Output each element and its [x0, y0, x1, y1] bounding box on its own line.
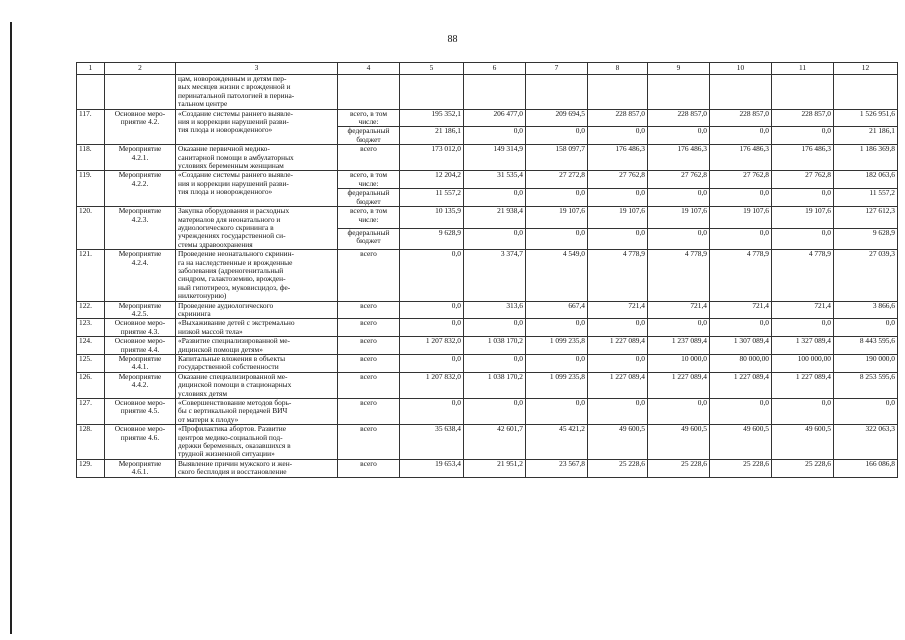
amount-cell: 25 228,6 — [710, 459, 772, 477]
amount-cell — [400, 75, 464, 110]
amount-cell: 721,4 — [772, 301, 834, 319]
amount-cell: 12 204,2 — [400, 171, 464, 189]
funding-source-cell: федеральный бюджет — [338, 127, 400, 145]
header-cell: 11 — [772, 63, 834, 75]
amount-cell — [648, 75, 710, 110]
amount-cell: 21 186,1 — [400, 127, 464, 145]
amount-cell: 49 600,5 — [588, 425, 648, 460]
amount-cell: 1 237 089,4 — [648, 337, 710, 355]
amount-cell: 4 549,0 — [526, 250, 588, 301]
event-name-cell: Мероприятие 4.4.2. — [105, 372, 176, 398]
table-row — [77, 145, 898, 171]
row-number-cell: 128. — [77, 425, 105, 460]
amount-cell: 0,0 — [400, 355, 464, 373]
amount-cell — [772, 75, 834, 110]
amount-cell: 8 443 595,6 — [834, 337, 898, 355]
amount-cell: 0,0 — [588, 228, 648, 250]
event-name-cell: Мероприятие 4.2.1. — [105, 145, 176, 171]
row-number-cell: 122. — [77, 301, 105, 319]
description-cell: Закупка оборудования и расходных материалов для неонатального и аудиологического скрининга в учреждениях государственной си- стемы здравоохранения — [176, 207, 338, 250]
event-name-cell: Мероприятие 4.2.4. — [105, 250, 176, 301]
amount-cell: 0,0 — [526, 127, 588, 145]
row-number-cell: 118. — [77, 145, 105, 171]
amount-cell: 0,0 — [648, 127, 710, 145]
amount-cell: 3 374,7 — [464, 250, 526, 301]
description-cell: Оказание первичной медико- санитарной помощи в амбулаторных условиях беременным женщинам — [176, 145, 338, 171]
amount-cell: 173 012,0 — [400, 145, 464, 171]
row-number-cell: 119. — [77, 171, 105, 207]
amount-cell: 3 866,6 — [834, 301, 898, 319]
amount-cell: 1 186 369,8 — [834, 145, 898, 171]
funding-source-cell: всего — [338, 355, 400, 373]
event-name-cell: Основное меро- приятие 4.2. — [105, 109, 176, 145]
event-name-cell: Мероприятие 4.6.1. — [105, 459, 176, 477]
amount-cell: 721,4 — [648, 301, 710, 319]
funding-source-cell: всего, в том числе: — [338, 109, 400, 127]
amount-cell: 31 535,4 — [464, 171, 526, 189]
amount-cell: 4 778,9 — [648, 250, 710, 301]
funding-source-cell: всего — [338, 145, 400, 171]
amount-cell: 176 486,3 — [710, 145, 772, 171]
amount-cell: 0,0 — [400, 301, 464, 319]
row-number-cell: 127. — [77, 399, 105, 425]
description-cell: «Совершенствование методов борь- бы с вертикальной передачей ВИЧ от матери к плоду» — [176, 399, 338, 425]
funding-source-cell: всего — [338, 319, 400, 337]
amount-cell: 0,0 — [648, 189, 710, 207]
table-header-row — [77, 63, 898, 75]
funding-source-cell — [338, 75, 400, 110]
amount-cell: 4 778,9 — [710, 250, 772, 301]
amount-cell: 0,0 — [588, 127, 648, 145]
budget-table — [76, 62, 898, 478]
amount-cell: 0,0 — [588, 355, 648, 373]
page-number: 88 — [447, 34, 458, 45]
amount-cell: 0,0 — [588, 399, 648, 425]
amount-cell: 0,0 — [710, 399, 772, 425]
funding-source-cell: федеральный бюджет — [338, 189, 400, 207]
description-cell: «Создание системы раннего выявле- ния и коррекции нарушений разви- тия плода и новорожденного» — [176, 171, 338, 207]
amount-cell: 0,0 — [772, 127, 834, 145]
amount-cell: 313,6 — [464, 301, 526, 319]
table-row — [77, 425, 898, 460]
event-name-cell: Основное меро- приятие 4.3. — [105, 319, 176, 337]
header-cell: 4 — [338, 63, 400, 75]
amount-cell: 228 857,0 — [648, 109, 710, 127]
description-cell: «Профилактика абортов. Развитие центров медико-социальной под- держки беременных, оказавшихся в трудной жизненной ситуации» — [176, 425, 338, 460]
amount-cell — [710, 75, 772, 110]
amount-cell: 19 107,6 — [772, 207, 834, 229]
amount-cell: 100 000,00 — [772, 355, 834, 373]
table-row — [77, 171, 898, 189]
table-row — [77, 250, 898, 301]
amount-cell: 0,0 — [834, 399, 898, 425]
amount-cell: 176 486,3 — [648, 145, 710, 171]
amount-cell: 721,4 — [588, 301, 648, 319]
row-number-cell: 123. — [77, 319, 105, 337]
amount-cell: 45 421,2 — [526, 425, 588, 460]
amount-cell: 9 628,9 — [834, 228, 898, 250]
amount-cell: 0,0 — [772, 189, 834, 207]
description-cell: Проведение неонатального скринин- га на наследственные и врожденные заболевания (адреногенитальный синдром, галактоземию, врожден- ный гипотиреоз, муковисцидоз, фе- нилкетонурию) — [176, 250, 338, 301]
table-row — [77, 372, 898, 398]
amount-cell: 0,0 — [648, 228, 710, 250]
amount-cell: 0,0 — [400, 319, 464, 337]
amount-cell: 19 107,6 — [648, 207, 710, 229]
amount-cell: 42 601,7 — [464, 425, 526, 460]
header-cell: 6 — [464, 63, 526, 75]
header-cell: 8 — [588, 63, 648, 75]
amount-cell: 0,0 — [710, 228, 772, 250]
amount-cell: 1 307 089,4 — [710, 337, 772, 355]
amount-cell: 11 557,2 — [400, 189, 464, 207]
event-name-cell — [105, 75, 176, 110]
event-name-cell: Мероприятие 4.4.1. — [105, 355, 176, 373]
table-row — [77, 399, 898, 425]
amount-cell: 0,0 — [772, 228, 834, 250]
table-row — [77, 459, 898, 477]
amount-cell: 80 000,00 — [710, 355, 772, 373]
event-name-cell: Мероприятие 4.2.3. — [105, 207, 176, 250]
header-cell: 3 — [176, 63, 338, 75]
amount-cell: 0,0 — [464, 319, 526, 337]
amount-cell: 1 227 089,4 — [772, 372, 834, 398]
amount-cell: 0,0 — [526, 189, 588, 207]
row-number-cell: 120. — [77, 207, 105, 250]
amount-cell: 1 099 235,8 — [526, 337, 588, 355]
funding-source-cell: всего — [338, 250, 400, 301]
table-row — [77, 355, 898, 373]
amount-cell: 27 762,8 — [710, 171, 772, 189]
row-number-cell: 126. — [77, 372, 105, 398]
amount-cell: 1 099 235,8 — [526, 372, 588, 398]
amount-cell: 0,0 — [464, 228, 526, 250]
header-cell: 9 — [648, 63, 710, 75]
amount-cell: 1 207 832,0 — [400, 337, 464, 355]
amount-cell: 25 228,6 — [772, 459, 834, 477]
funding-source-cell: всего — [338, 337, 400, 355]
amount-cell: 0,0 — [464, 189, 526, 207]
header-cell: 7 — [526, 63, 588, 75]
funding-source-cell: федеральный бюджет — [338, 228, 400, 250]
header-cell: 5 — [400, 63, 464, 75]
event-name-cell: Основное меро- приятие 4.5. — [105, 399, 176, 425]
amount-cell: 149 314,9 — [464, 145, 526, 171]
amount-cell: 1 227 089,4 — [588, 337, 648, 355]
amount-cell: 4 778,9 — [588, 250, 648, 301]
amount-cell: 49 600,5 — [648, 425, 710, 460]
amount-cell: 176 486,3 — [588, 145, 648, 171]
amount-cell: 4 778,9 — [772, 250, 834, 301]
amount-cell: 27 762,8 — [772, 171, 834, 189]
table-row — [77, 337, 898, 355]
description-cell: «Развитие специализированной ме- дицинской помощи детям» — [176, 337, 338, 355]
event-name-cell: Мероприятие 4.2.5. — [105, 301, 176, 319]
amount-cell: 27 762,8 — [648, 171, 710, 189]
amount-cell: 206 477,0 — [464, 109, 526, 127]
binding-edge-line — [10, 22, 12, 634]
event-name-cell: Основное меро- приятие 4.4. — [105, 337, 176, 355]
amount-cell: 0,0 — [526, 319, 588, 337]
amount-cell: 209 694,5 — [526, 109, 588, 127]
amount-cell: 27 272,8 — [526, 171, 588, 189]
amount-cell — [588, 75, 648, 110]
amount-cell: 1 207 832,0 — [400, 372, 464, 398]
description-cell: Выявление причин мужского и жен- ского бесплодия и восстановление — [176, 459, 338, 477]
amount-cell: 195 352,1 — [400, 109, 464, 127]
row-number-cell: 125. — [77, 355, 105, 373]
table-row — [77, 75, 898, 110]
funding-source-cell: всего, в том числе: — [338, 171, 400, 189]
amount-cell: 322 063,3 — [834, 425, 898, 460]
amount-cell: 1 038 170,2 — [464, 372, 526, 398]
amount-cell: 27 762,8 — [588, 171, 648, 189]
amount-cell: 0,0 — [526, 399, 588, 425]
amount-cell: 0,0 — [588, 189, 648, 207]
amount-cell: 21 951,2 — [464, 459, 526, 477]
row-number-cell: 129. — [77, 459, 105, 477]
table-row — [77, 207, 898, 229]
amount-cell: 0,0 — [710, 189, 772, 207]
amount-cell: 0,0 — [464, 355, 526, 373]
amount-cell: 0,0 — [710, 127, 772, 145]
description-cell: «Создание системы раннего выявле- ния и коррекции нарушений разви- тия плода и новорожденного» — [176, 109, 338, 145]
amount-cell: 228 857,0 — [710, 109, 772, 127]
amount-cell: 228 857,0 — [772, 109, 834, 127]
amount-cell: 0,0 — [464, 399, 526, 425]
funding-source-cell: всего — [338, 425, 400, 460]
funding-source-cell: всего — [338, 301, 400, 319]
amount-cell: 721,4 — [710, 301, 772, 319]
amount-cell: 19 107,6 — [710, 207, 772, 229]
amount-cell: 1 227 089,4 — [648, 372, 710, 398]
row-number-cell — [77, 75, 105, 110]
funding-source-cell: всего — [338, 399, 400, 425]
row-number-cell: 124. — [77, 337, 105, 355]
amount-cell: 19 653,4 — [400, 459, 464, 477]
row-number-cell: 121. — [77, 250, 105, 301]
amount-cell: 21 186,1 — [834, 127, 898, 145]
description-cell: «Выхаживание детей с экстремально низкой массой тела» — [176, 319, 338, 337]
amount-cell: 8 253 595,6 — [834, 372, 898, 398]
amount-cell: 19 107,6 — [588, 207, 648, 229]
amount-cell: 0,0 — [400, 250, 464, 301]
amount-cell — [526, 75, 588, 110]
amount-cell: 228 857,0 — [588, 109, 648, 127]
amount-cell: 127 612,3 — [834, 207, 898, 229]
event-name-cell: Основное меро- приятие 4.6. — [105, 425, 176, 460]
amount-cell: 35 638,4 — [400, 425, 464, 460]
amount-cell: 0,0 — [526, 228, 588, 250]
amount-cell: 0,0 — [648, 399, 710, 425]
amount-cell: 10 135,9 — [400, 207, 464, 229]
description-cell: Капитальные вложения в объекты государственной собственности — [176, 355, 338, 373]
amount-cell: 9 628,9 — [400, 228, 464, 250]
amount-cell: 182 063,6 — [834, 171, 898, 189]
amount-cell: 21 938,4 — [464, 207, 526, 229]
amount-cell: 0,0 — [772, 319, 834, 337]
table-row — [77, 301, 898, 319]
row-number-cell: 117. — [77, 109, 105, 145]
description-cell: Проведение аудиологического скрининга — [176, 301, 338, 319]
funding-source-cell: всего — [338, 459, 400, 477]
event-name-cell: Мероприятие 4.2.2. — [105, 171, 176, 207]
header-cell: 12 — [834, 63, 898, 75]
funding-source-cell: всего — [338, 372, 400, 398]
amount-cell: 190 000,0 — [834, 355, 898, 373]
amount-cell: 158 097,7 — [526, 145, 588, 171]
amount-cell: 667,4 — [526, 301, 588, 319]
amount-cell: 1 227 089,4 — [588, 372, 648, 398]
amount-cell: 25 228,6 — [588, 459, 648, 477]
amount-cell: 0,0 — [648, 319, 710, 337]
amount-cell: 1 227 089,4 — [710, 372, 772, 398]
description-cell: Оказание специализированной ме- дицинской помощи в стационарных условиях детям — [176, 372, 338, 398]
description-cell: цам, новорожденным и детям пер- вых месяцев жизни с врожденной и перинатальной патологией в перина- тальном центре — [176, 75, 338, 110]
funding-source-cell: всего, в том числе: — [338, 207, 400, 229]
header-cell: 1 — [77, 63, 105, 75]
amount-cell: 27 039,3 — [834, 250, 898, 301]
amount-cell: 1 038 170,2 — [464, 337, 526, 355]
header-cell: 10 — [710, 63, 772, 75]
amount-cell — [464, 75, 526, 110]
header-cell: 2 — [105, 63, 176, 75]
amount-cell: 10 000,0 — [648, 355, 710, 373]
amount-cell: 19 107,6 — [526, 207, 588, 229]
amount-cell: 49 600,5 — [710, 425, 772, 460]
amount-cell: 0,0 — [710, 319, 772, 337]
amount-cell: 11 557,2 — [834, 189, 898, 207]
amount-cell: 49 600,5 — [772, 425, 834, 460]
amount-cell: 0,0 — [588, 319, 648, 337]
amount-cell: 1 327 089,4 — [772, 337, 834, 355]
amount-cell: 176 486,3 — [772, 145, 834, 171]
amount-cell: 1 526 951,6 — [834, 109, 898, 127]
amount-cell: 23 567,8 — [526, 459, 588, 477]
table-row — [77, 319, 898, 337]
amount-cell — [834, 75, 898, 110]
amount-cell: 0,0 — [772, 399, 834, 425]
amount-cell: 0,0 — [400, 399, 464, 425]
amount-cell: 25 228,6 — [648, 459, 710, 477]
amount-cell: 0,0 — [464, 127, 526, 145]
table-row — [77, 109, 898, 127]
amount-cell: 166 086,8 — [834, 459, 898, 477]
amount-cell: 0,0 — [526, 355, 588, 373]
amount-cell: 0,0 — [834, 319, 898, 337]
